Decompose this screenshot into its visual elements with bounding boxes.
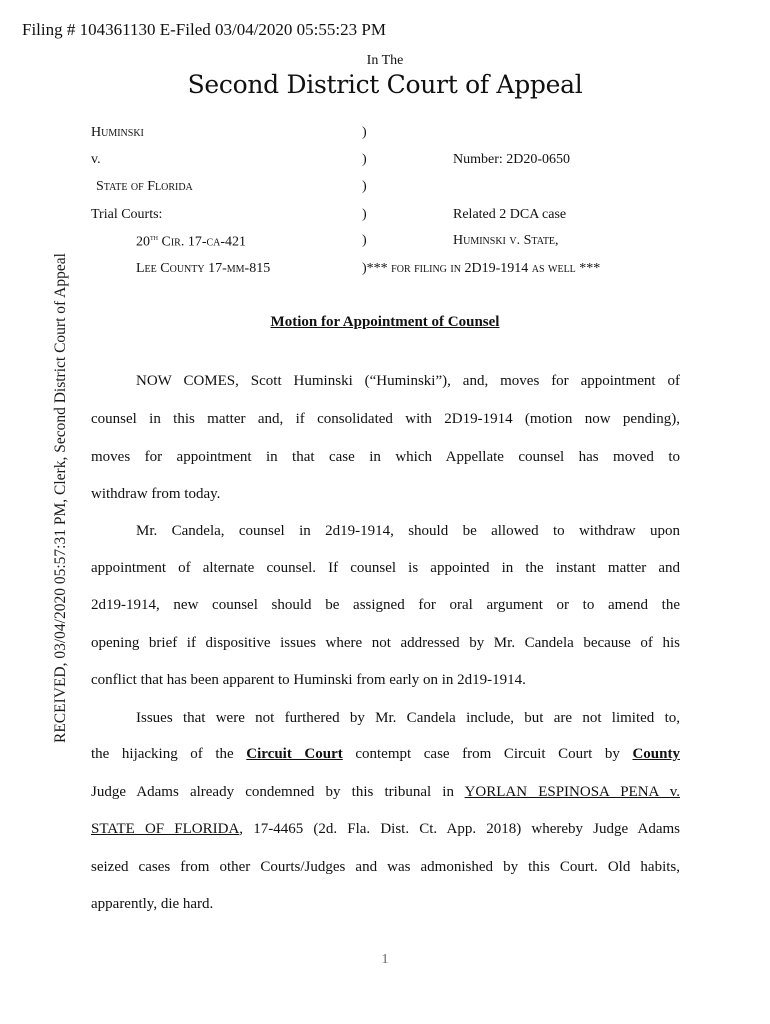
trial-courts-label: Trial Courts:	[91, 207, 163, 222]
page-number: 1	[381, 952, 389, 967]
filing-stamp: Filing # 104361130 E-Filed 03/04/2020 05:55:23 PM	[22, 20, 386, 39]
motion-title: Motion for Appointment of Counsel	[270, 314, 500, 330]
case-citation: YORLAN ESPINOSA PENA v.	[464, 784, 680, 800]
body-line: opening brief if dispositive issues where not addressed by Mr. Candela because of his	[91, 635, 680, 651]
county-emphasis: County	[632, 746, 680, 762]
body-line: appointment of alternate counsel. If counsel is appointed in the instant matter and	[91, 560, 680, 576]
paren-1: )	[362, 125, 367, 140]
body-line: Mr. Candela, counsel in 2d19-1914, should be allowed to withdraw upon	[136, 523, 680, 539]
related-case-label: Related 2 DCA case	[453, 207, 567, 222]
filing-note-b: as well	[528, 261, 580, 276]
versus: v.	[91, 152, 101, 167]
court-name: Second District Court of Appeal	[187, 70, 583, 99]
circuit-court-emphasis: Circuit Court	[246, 746, 343, 762]
filing-note-a: for filing in	[391, 261, 465, 276]
trial-court-1-sup: th	[150, 233, 158, 242]
trial-court-1	[136, 233, 246, 251]
trial-court-1-num: 20	[136, 234, 150, 250]
body-text: the hijacking of the	[91, 746, 247, 762]
body-line: moves for appointment in that case in which Appellate counsel has moved to	[91, 449, 680, 465]
paren-2: )	[362, 152, 367, 167]
case-number: Number: 2D20-0650	[453, 152, 571, 167]
body-line	[91, 784, 680, 801]
body-line: withdraw from today.	[91, 486, 221, 502]
body-line: seized cases from other Courts/Judges and was admonished by this Court. Old habits,	[91, 859, 680, 875]
trial-court-1-rest: Cir. 17-ca-421	[158, 234, 247, 250]
in-the-label: In The	[366, 53, 404, 68]
body-line: apparently, die hard.	[91, 896, 214, 912]
case-citation: STATE OF FLORIDA	[91, 821, 240, 837]
paren-3: )	[362, 179, 367, 194]
related-case: Huminski v. State,	[453, 233, 559, 248]
filing-note	[362, 261, 600, 277]
body-text: Judge Adams already condemned by this tribunal in	[91, 784, 465, 800]
party-1: Huminski	[91, 125, 144, 140]
filing-note-suffix: ***	[579, 261, 601, 276]
body-line: counsel in this matter and, if consolidated with 2D19-1914 (motion now pending),	[91, 411, 680, 427]
filing-note-prefix: )***	[362, 261, 392, 276]
body-line	[91, 821, 680, 838]
received-stamp: RECEIVED, 03/04/2020 05:57:31 PM, Clerk, Second District Court of Appeal	[52, 253, 69, 743]
trial-court-2: Lee County 17-mm-815	[136, 261, 271, 276]
filing-note-num: 2D19-1914	[464, 261, 529, 276]
body-text: contempt case from Circuit Court by	[342, 746, 633, 762]
body-line: conflict that has been apparent to Huminski from early on in 2d19-1914.	[91, 672, 526, 688]
body-line	[91, 746, 680, 763]
party-2: State of Florida	[96, 179, 193, 194]
body-line: NOW COMES, Scott Huminski (“Huminski”), and, moves for appointment of	[136, 373, 680, 389]
paren-5: )	[362, 233, 367, 248]
body-line: 2d19-1914, new counsel should be assigned for oral argument or to amend the	[91, 597, 680, 613]
paren-4: )	[362, 207, 367, 222]
body-text: , 17-4465 (2d. Fla. Dist. Ct. App. 2018) whereby Judge Adams	[239, 821, 680, 837]
body-line: Issues that were not furthered by Mr. Candela include, but are not limited to,	[136, 710, 680, 726]
